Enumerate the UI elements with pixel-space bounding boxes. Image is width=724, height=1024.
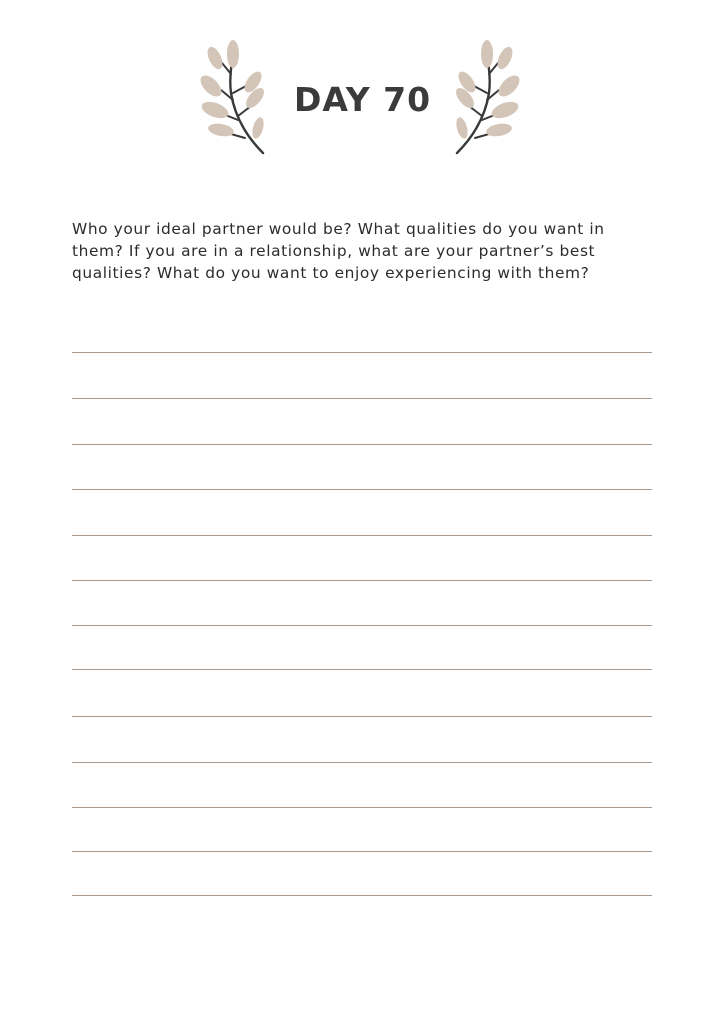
laurel-branch-icon [193, 38, 268, 158]
writing-line [72, 489, 652, 490]
writing-line [72, 669, 652, 670]
writing-line [72, 762, 652, 763]
laurel-branch-icon [452, 38, 527, 158]
writing-line [72, 716, 652, 717]
writing-line [72, 398, 652, 399]
writing-line [72, 535, 652, 536]
writing-line [72, 444, 652, 445]
writing-line [72, 895, 652, 896]
writing-line [72, 625, 652, 626]
writing-line [72, 580, 652, 581]
page-header [0, 38, 724, 163]
journal-prompt: Who your ideal partner would be? What qualities do you want in them? If you are in a relationship, what are your partner’s best qualities? What do you want to enjoy experiencing with them? [72, 220, 605, 282]
page-title: DAY 70 [293, 80, 432, 119]
writing-line [72, 851, 652, 852]
writing-line [72, 807, 652, 808]
writing-line [72, 352, 652, 353]
